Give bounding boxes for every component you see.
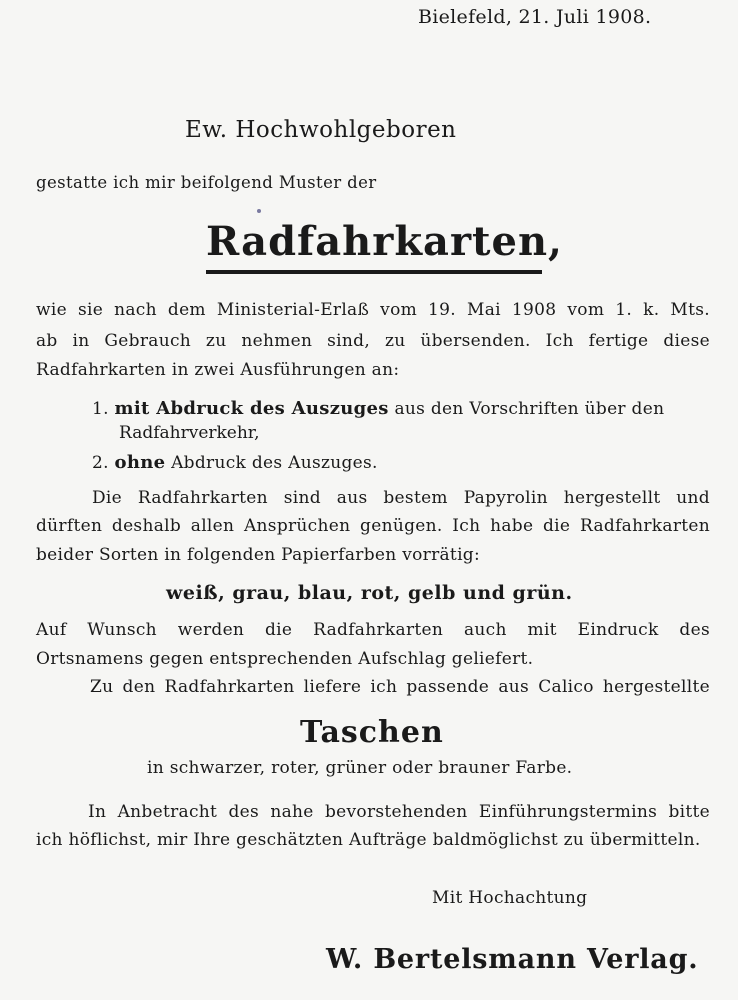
list-item-2-text: Abdruck des Auszuges. [171,453,378,473]
closing-phrase: Mit Hochachtung [432,888,588,908]
paper-colors: weiß, grau, blau, rot, gelb und grün. [166,582,573,604]
list-item-1-text: aus den Vorschriften über den [394,399,665,419]
list-item-2-emphasis: ohne [114,452,166,473]
paragraph-4-line-1: Zu den Radfahrkarten liefere ich passende aus Calico hergestellte [90,677,710,697]
taschen-heading: Taschen [300,715,444,750]
list-item-1-number: 1. [92,399,109,419]
paragraph-1-line-2: ab in Gebrauch zu nehmen sind, zu übersenden. Ich fertige diese [36,331,710,351]
title-underline [206,270,542,274]
paragraph-3-line-2: Ortsnamens gegen entsprechenden Aufschlag geliefert. [36,649,534,669]
paragraph-5-line-2: ich höflichst, mir Ihre geschätzten Aufträge baldmöglichst zu übermitteln. [36,830,701,850]
paragraph-1-line-3: Radfahrkarten in zwei Ausführungen an: [36,360,400,380]
list-item-2 [92,452,378,473]
intro-line: gestatte ich mir beifolgend Muster der [36,173,377,192]
letter-date: Bielefeld, 21. Juli 1908. [418,6,652,28]
signature: W. Bertelsmann Verlag. [326,944,699,975]
paragraph-2-line-3: beider Sorten in folgenden Papierfarben vorrätig: [36,545,481,565]
list-item-1 [92,398,664,419]
paragraph-2-line-2: dürften deshalb allen Ansprüchen genügen. Ich habe die Radfahrkarten [36,516,710,536]
paragraph-2-line-1: Die Radfahrkarten sind aus bestem Papyrolin hergestellt und [92,488,710,508]
paragraph-3-line-1: Auf Wunsch werden die Radfahrkarten auch mit Eindruck des [36,620,710,640]
salutation: Ew. Hochwohlgeboren [185,117,457,143]
taschen-colors: in schwarzer, roter, grüner oder brauner Farbe. [147,758,573,778]
list-item-1-emphasis: mit Abdruck des Auszuges [114,398,389,419]
list-item-1-continuation: Radfahrverkehr, [119,423,260,443]
paragraph-1-line-1: wie sie nach dem Ministerial-Erlaß vom 19. Mai 1908 vom 1. k. Mts. [36,300,710,320]
paper-speck [257,209,261,213]
list-item-2-number: 2. [92,453,109,473]
letter-title: Radfahrkarten, [206,218,563,265]
paragraph-5-line-1: In Anbetracht des nahe bevorstehenden Einführungstermins bitte [88,802,710,822]
